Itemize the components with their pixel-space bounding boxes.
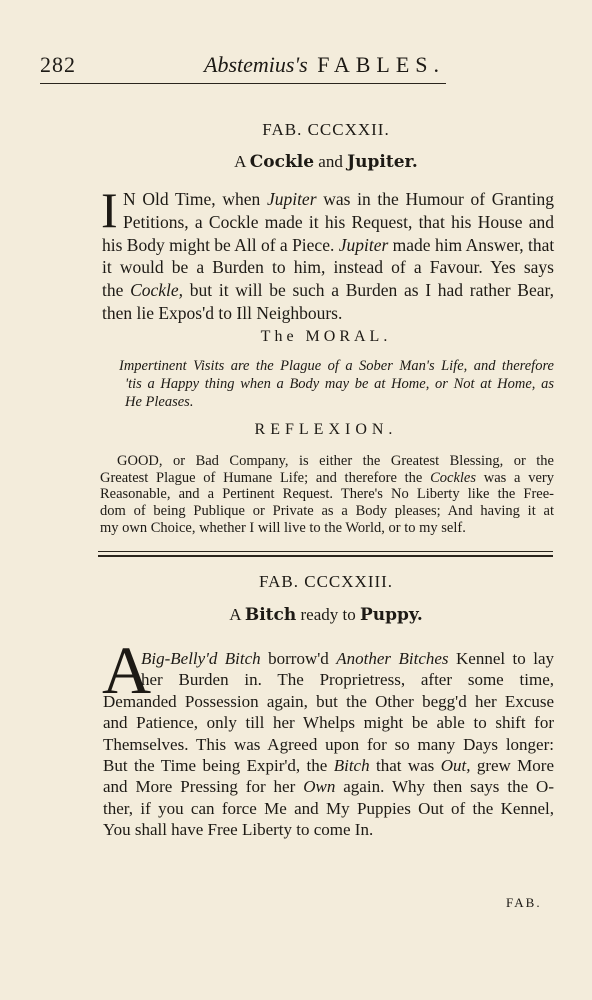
fable2-drop-cap: A [102,632,152,708]
fable1-line [102,256,554,279]
fable1-line-segment: Jupiter [266,189,317,209]
fable2-line-segment: Themselves. This was Agreed upon for so many Days longer: [103,734,554,754]
catchword: FAB. [506,895,542,910]
fable2-line [103,734,554,755]
fable2-title-bitch: Bitch [244,605,297,625]
fable1-line-segment: then lie Expos'd to Ill Neighbours. [102,302,343,323]
fable1-line-segment: the [102,280,131,301]
fable2-line-segment: You shall have Free Liberty to come In. [103,820,374,840]
fable2-line-segment: Own [303,777,336,797]
fable1-line-segment: N Old Time, when [123,189,267,209]
fable2-line-segment: and Patience, only till her Whelps might be able to shift for [103,713,554,733]
fable2-line-segment: But the Time being Expir'd, the [103,756,334,776]
book-title: FABLES. [317,52,445,77]
fable1-line-segment: it would be a Burden to him, instead of a Favour. Yes says [102,257,554,278]
reflexion-line [100,520,554,537]
fable2-title-to: to [342,605,356,624]
moral-line: 'tis a Happy thing when a Body may be at Home, or Not at Home, as [125,376,554,392]
fable2-line-segment: again. Why then says the O- [335,777,554,797]
fable1-title-a: A [234,152,246,171]
fable1-line-segment: was in the Humour of Granting [316,189,554,209]
fable1-line [102,211,554,234]
reflexion-line-segment: Cockles [430,469,476,486]
fable2-line-segment: Demanded Possession again, but the Other begg'd her Excuse [103,691,554,711]
fable1-line-segment: made him Answer, that [388,234,555,255]
reflexion-line-segment: Greatest Plague of Humane Life; and therefore the [100,469,431,486]
page-number: 282 [40,52,76,77]
reflexion-line [100,453,554,470]
fable2-line [103,669,554,690]
fable2-title-puppy: Puppy. [359,605,423,625]
fable1-title-cockle: Cockle [249,152,315,172]
reflexion-line-segment: GOOD, or Bad Company, is either the Greatest Blessing, or the [117,453,554,469]
fable2-line-segment: and More Pressing for her [103,777,304,797]
fable2-line [103,755,554,776]
fable2-line-segment: Out, [440,756,471,776]
moral-heading: The MORAL. [260,328,392,345]
fable2-line [103,648,554,669]
fable1-line [102,188,554,211]
fable1-drop-cap: I [101,182,118,238]
fable2-number: FAB. CCCXXIII. [258,572,394,591]
fable2-line [103,712,554,733]
fable2-line [103,776,554,797]
fable2-line-segment: ther, if you can force Me and My Puppies Out of the Kennel, [103,798,554,818]
reflexion-line-segment: my own Choice, whether I will live to the World, or to my self. [100,519,466,536]
fable1-line [102,234,554,257]
fable2-line [103,819,554,840]
fable2-line [103,798,554,819]
fable1-title-jupiter: Jupiter. [347,152,418,172]
fable2-line-segment: Big-Belly'd Bitch [141,649,261,668]
reflexion-heading: REFLEXION. [254,421,398,438]
fable1-line [102,279,554,302]
running-title [204,52,445,78]
fable2-line-segment: borrow'd [260,649,337,668]
fable1-line-segment: Cockle, [130,280,184,301]
fable1-line-segment: Petitions, a Cockle made it his Request, that his House and [123,211,554,232]
reflexion-line-segment: Reasonable, and a Pertinent Request. There's No Liberty like the Free- [100,486,554,503]
moral-line: He Pleases. [125,394,194,410]
fable2-title [98,605,554,625]
fable1-text [102,188,554,325]
fable1-line [102,302,554,325]
fable2-line-segment: Bitch [333,756,370,776]
moral-text [119,357,554,411]
fable2-line-segment: her Burden in. The Proprietress, after some time, [141,670,554,690]
running-header [40,52,445,82]
fable1-line-segment: his Body might be All of a Piece. [102,234,339,255]
fable2-line-segment: that was [369,756,441,776]
fable2-line [103,691,554,712]
reflexion-text [100,453,554,537]
fable1-line-segment: but it will be such a Burden as I had rather Bear, [183,280,554,301]
fable2-text [103,648,554,841]
moral-line: Impertinent Visits are the Plague of a Sober Man's Life, and therefore [119,358,554,374]
fable1-number: FAB. CCCXXII. [262,120,390,139]
fable2-line-segment: Kennel to lay [448,649,554,668]
header-rule [40,83,446,84]
fable1-line-segment: Jupiter [338,234,389,255]
reflexion-line [100,503,554,520]
fable2-line-segment: Another Bitches [336,649,449,668]
fable2-title-a: A [229,605,241,624]
author-name: Abstemius's [204,52,308,77]
reflexion-line [100,470,554,487]
reflexion-line-segment: dom of being Publique or Private as a Body pleases; And having it at [100,503,554,520]
section-rule-thick [98,555,553,557]
fable1-title-and: and [318,152,343,171]
reflexion-line [100,486,554,503]
fable2-line-segment: grew More [470,756,555,776]
fable2-title-ready: ready [300,605,339,624]
reflexion-line-segment: was a very [476,469,554,486]
section-rule-thin [98,551,553,552]
fable1-title [98,152,554,172]
